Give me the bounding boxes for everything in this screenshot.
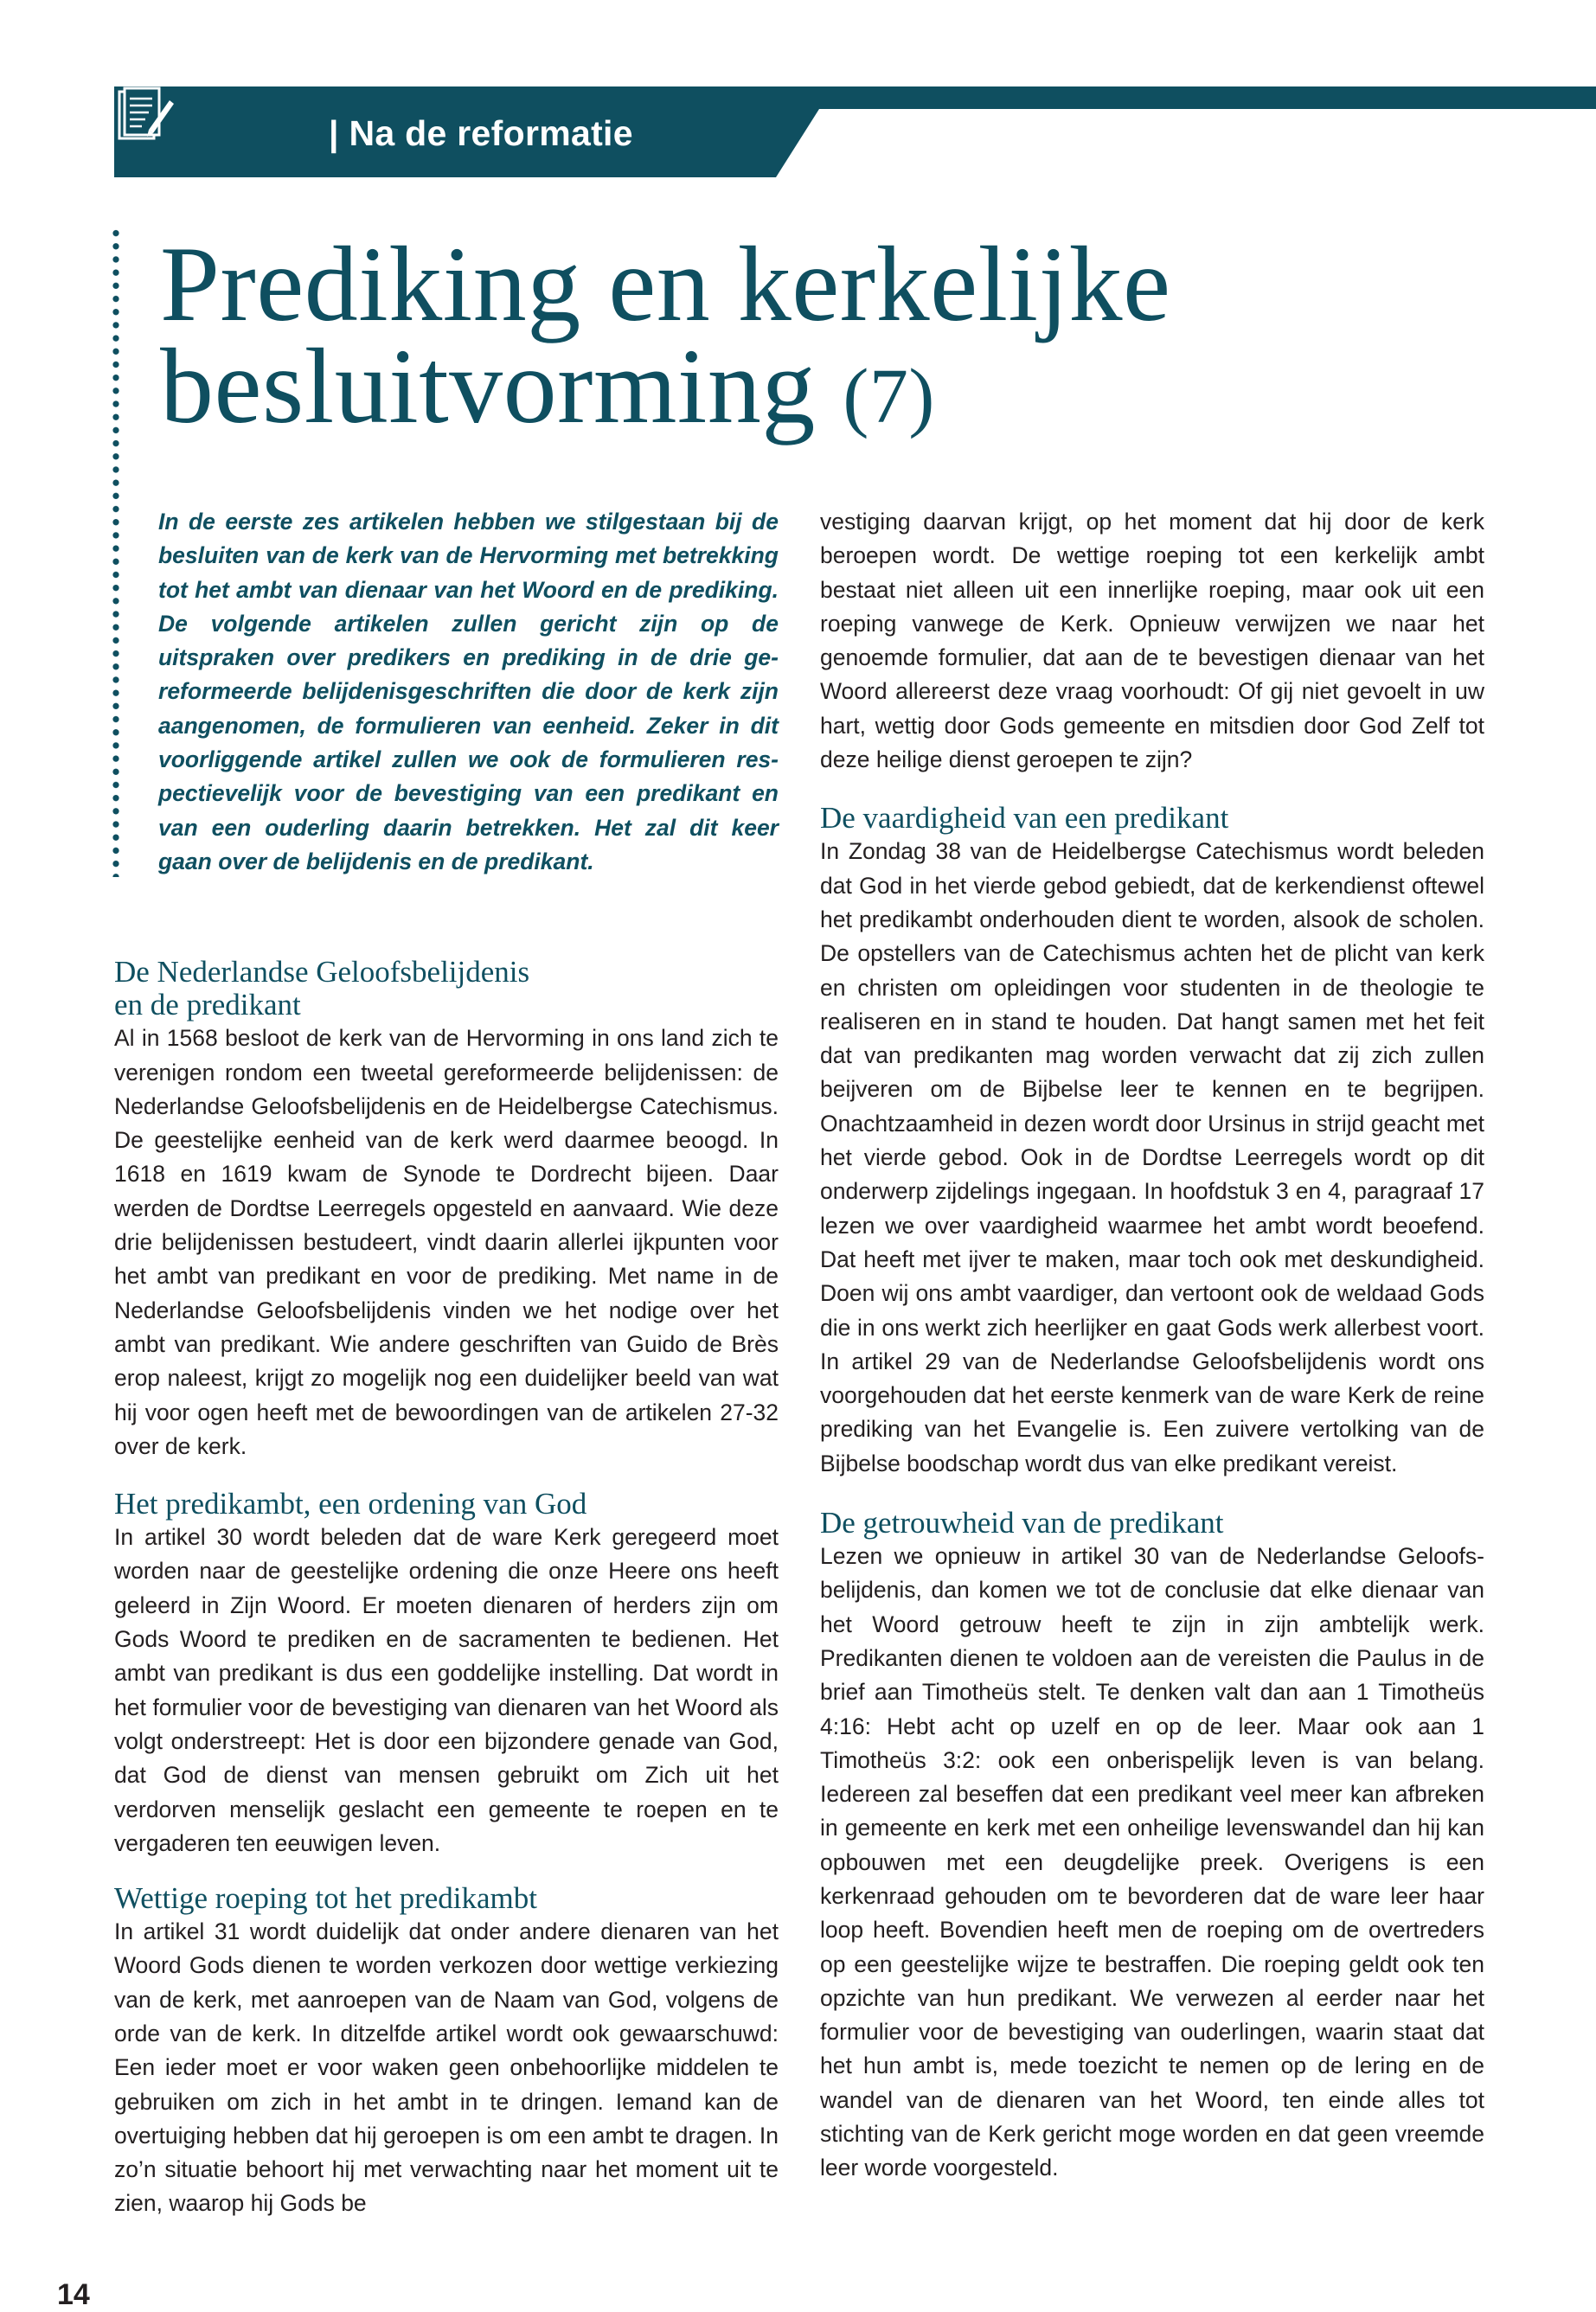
heading-wettige-roeping: Wettige roeping tot het predikambt: [114, 1881, 537, 1916]
left-column: [114, 505, 779, 2221]
heading-nederlandse-geloofsbelijdenis: [114, 956, 779, 1022]
intro-paragraph: In de eerste zes artikelen hebben we stilgestaan bij de besluiten van de kerk van de Hervorming met betrekking tot het ambt van dienaar van het Woord en de prediking. De volgende artikelen zullen gericht zijn op de uitspraken over predikers en prediking in de drie gereformeerde belijdenisgeschriften die door de kerk zijn aangenomen, de formulieren van eenheid. Zeker in dit voorliggende artikel zullen we ook de formulieren respectievelijk voor de bevestiging van een predikant en van een ouderling daarin betrekken. Het zal dit keer gaan over de belijdenis en de predikant.: [158, 509, 779, 874]
heading-line-1: De Nederlandse Geloofsbelijdenis: [114, 955, 530, 989]
body-paragraph-continued: vestiging daarvan krijgt, op het moment dat hij door de kerk beroepen wordt. De wettige roeping tot een kerkelijk ambt bestaat niet alleen uit een innerlijke roeping, maar ook uit een roeping vanwege de Kerk. Opnieuw verwijzen we naar het genoemde formulier, dat aan de te bevestigen dienaar van het Woord allereerst deze vraag voorhoudt: Of gij niet gevoelt in uw hart, wettig door Gods gemeente en mitsdien door God Zelf tot deze heilige dienst geroepen te zijn?: [820, 509, 1484, 773]
document-pen-icon: [114, 86, 175, 145]
heading-vaardigheid: De vaardigheid van een predikant: [820, 801, 1229, 836]
title-line-1: Prediking en kerkelijke: [160, 225, 1171, 343]
heading-predikambt-ordening: Het predikambt, een ordening van God: [114, 1487, 587, 1521]
heading-line-2: en de predikant: [114, 988, 301, 1022]
page-title: [160, 225, 1171, 448]
title-line-2: besluitvorming: [160, 327, 816, 445]
page-number: 14: [57, 2278, 90, 2311]
body-paragraph: In Zondag 38 van de Heidelbergse Catechismus wordt beleden dat God in het vierde gebod gebiedt, dat de kerkendienst oftewel het predikambt onderhouden dient te worden, alsook de scholen. De opstellers van de Catechismus achten het de plicht van kerk en christen om opleidingen voor studenten in de theologie te realiseren en in stand te houden. Dat hangt samen met het feit dat van predikanten mag worden verwacht dat zij zich zullen beijveren om de Bijbelse leer te kennen en te begrijpen. Onachtzaamheid in dezen wordt door Ursinus in strijd geacht met het vierde gebod. Ook in de Dordtse Leerregels wordt op dit onderwerp zijdelings ingegaan. In hoofdstuk 3 en 4, paragraaf 17 lezen we over vaardigheid waarmee het ambt wordt beoefend. Dat heeft met ijver te maken, maar toch ook met deskundigheid. Doen wij ons ambt vaardiger, dan vertoont ook de weldaad Gods die in ons werkt zich heerlijker en gaat Gods werk allerbest voort. In artikel 29 van de Nederlandse Geloofsbelijdenis wordt ons voorgehouden dat het eerste kenmerk van de ware Kerk de reine prediking van het Evangelie is. Een zuivere vertolking van de Bijbelse boodschap wordt dus van elke predikant vereist.: [820, 838, 1484, 1476]
heading-getrouwheid: De getrouwheid van de predikant: [820, 1506, 1224, 1540]
title-number: (7): [843, 354, 935, 439]
body-paragraph: In artikel 31 wordt duidelijk dat onder andere dienaren van het Woord Gods dienen te worden verkozen door wettige verkiezing van de kerk, met aanroepen van de Naam van God, volgens de orde van de kerk. In ditzelfde artikel wordt ook gewaarschuwd: Een ieder moet er voor waken geen onbehoorlijke middelen te gebruiken om zich in het ambt in te dringen. Iemand kan de overtuiging hebben dat hij geroepen is om een ambt te dragen. In zo’n situatie behoort hij met verwachting naar het moment uit te zien, waarop hij Gods be: [114, 1918, 779, 2217]
section-label: | Na de reformatie: [329, 113, 633, 153]
section-banner: [114, 86, 1596, 177]
body-paragraph: Al in 1568 besloot de kerk van de Hervorming in ons land zich te verenigen rondom een tweetal gereformeerde belijdenissen: de Nederlandse Geloofsbelijdenis en de Heidelbergse Catechismus. De geestelijke eenheid van de kerk werd daarmee beoogd. In 1618 en 1619 kwam de Synode te Dordrecht bijeen. Daar werden de Dordtse Leerregels opgesteld en aanvaard. Wie deze drie belijdenissen bestudeert, vindt daarin allerlei ijkpunten voor het ambt van predikant en voor de prediking. Met name in de Nederlandse Geloofsbelijdenis vinden we het nodige over het ambt van predikant. Wie andere geschriften van Guido de Brès erop naleest, krijgt zo mogelijk nog een duidelijker beeld van wat hij voor ogen heeft met de bewoordingen van de artikelen 27-32 over de kerk.: [114, 1025, 779, 1459]
body-paragraph: Lezen we opnieuw in artikel 30 van de Nederlandse Geloofsbelijdenis, dan komen we tot de conclusie dat elke dienaar van het Woord getrouw heeft te zijn in zijn ambtelijk werk. Predikanten dienen te voldoen aan de vereisten die Paulus in de brief aan Timotheüs stelt. Te denken valt dan aan 1 Timotheüs 4:16: Hebt acht op uzelf en op de leer. Maar ook aan 1 Timotheüs 3:2: ook een onberispelijk leven is van belang. Iedereen zal beseffen dat een predikant veel meer kan afbreken in gemeente en kerk met een onheilige levenswandel dan hij kan opbouwen met een deugdelijke preek. Overigens is een kerkenraad gehouden om te bevorderen dat de ware leer haar loop heeft. Bovendien heeft men de roeping om de overtreders op een geestelijke wijze te bestraffen. Die roeping geldt ook ten opzichte van hun predikant. We verwezen al eerder naar het formulier voor de bevestiging van ouderlingen, waarin staat dat het hun ambt is, mede toezicht te nemen op de lering en de wandel van de dienaren van het Woord, ten einde alles tot stichting van de Kerk gericht moge worden en dat geen vreemde leer worde voorgesteld.: [820, 1543, 1484, 2181]
body-paragraph: In artikel 30 wordt beleden dat de ware Kerk geregeerd moet worden naar de geestelijke ordening die onze Heere ons heeft geleerd in Zijn Woord. Er moeten dienaren of herders zijn om Gods Woord te prediken en de sacramenten te bedienen. Het ambt van predikant is dus een goddelijke instelling. Dat wordt in het formulier voor de bevestiging van dienaren van het Woord als volgt onderstreept: Het is door een bijzondere genade van God, dat God de dienst van mensen gebruikt om Zich uit het verdorven menselijk geslacht een gemeente te roepen en te vergaderen ten eeuwigen leven.: [114, 1524, 779, 1856]
right-column: [820, 505, 1484, 2186]
